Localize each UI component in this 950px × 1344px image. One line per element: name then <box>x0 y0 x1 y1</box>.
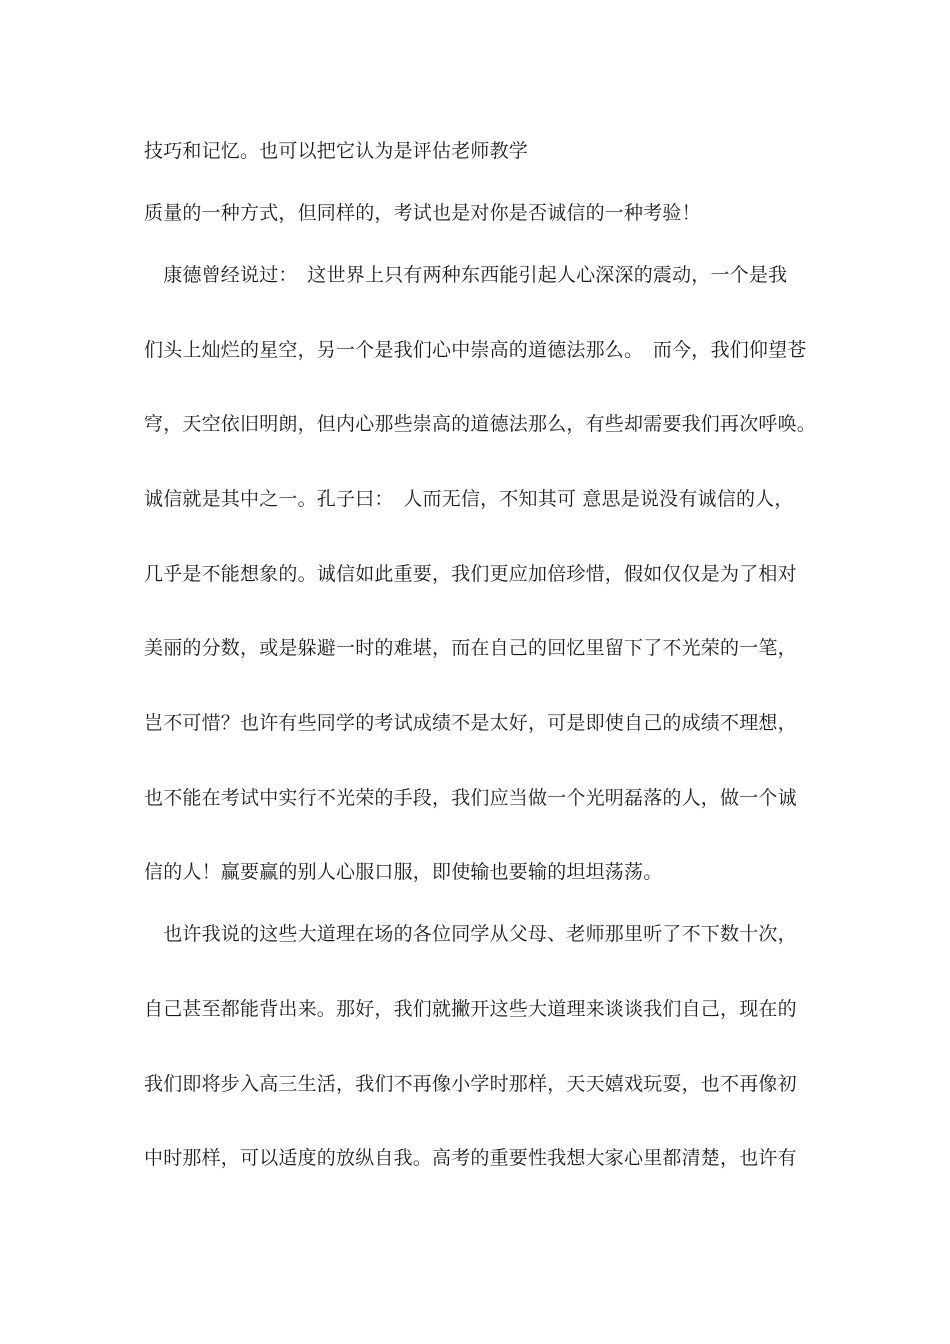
text-line: 自己甚至都能背出来。那好，我们就撇开这些大道理来谈谈我们自己，现在的 <box>144 998 797 1020</box>
text-line: 质量的一种方式，但同样的，考试也是对你是否诚信的一种考验！ <box>144 202 701 224</box>
text-line: 中时那样，可以适度的放纵自我。高考的重要性我想大家心里都清楚，也许有 <box>144 1147 797 1169</box>
text-line: 美丽的分数，或是躲避一时的难堪，而在自己的回忆里留下了不光荣的一笔， <box>144 637 797 659</box>
text-line: 诚信就是其中之一。孔子曰： 人而无信，不知其可 意思是说没有诚信的人， <box>144 488 794 510</box>
text-line: 也许我说的这些大道理在场的各位同学从父母、老师那里听了不下数十次， <box>144 923 797 945</box>
text-line: 信的人！赢要赢的别人心服口服，即使输也要输的坦坦荡荡。 <box>144 861 663 883</box>
text-line: 我们即将步入高三生活，我们不再像小学时那样，天天嬉戏玩耍，也不再像初 <box>144 1073 797 1095</box>
text-line: 康德曾经说过： 这世界上只有两种东西能引起人心深深的震动，一个是我 <box>144 264 788 286</box>
text-line: 岂不可惜？也许有些同学的考试成绩不是太好，可是即使自己的成绩不理想， <box>144 712 797 734</box>
text-line: 几乎是不能想象的。诚信如此重要，我们更应加倍珍惜，假如仅仅是为了相对 <box>144 563 797 585</box>
text-line: 穹，天空依旧明朗，但内心那些崇高的道德法那么，有些却需要我们再次呼唤。 <box>144 413 817 435</box>
text-line: 技巧和记忆。也可以把它认为是评估老师教学 <box>144 140 529 162</box>
text-line: 们头上灿烂的星空，另一个是我们心中崇高的道德法那么。 而今，我们仰望苍 <box>144 339 807 361</box>
text-line: 也不能在考试中实行不光荣的手段，我们应当做一个光明磊落的人，做一个诚 <box>144 787 797 809</box>
